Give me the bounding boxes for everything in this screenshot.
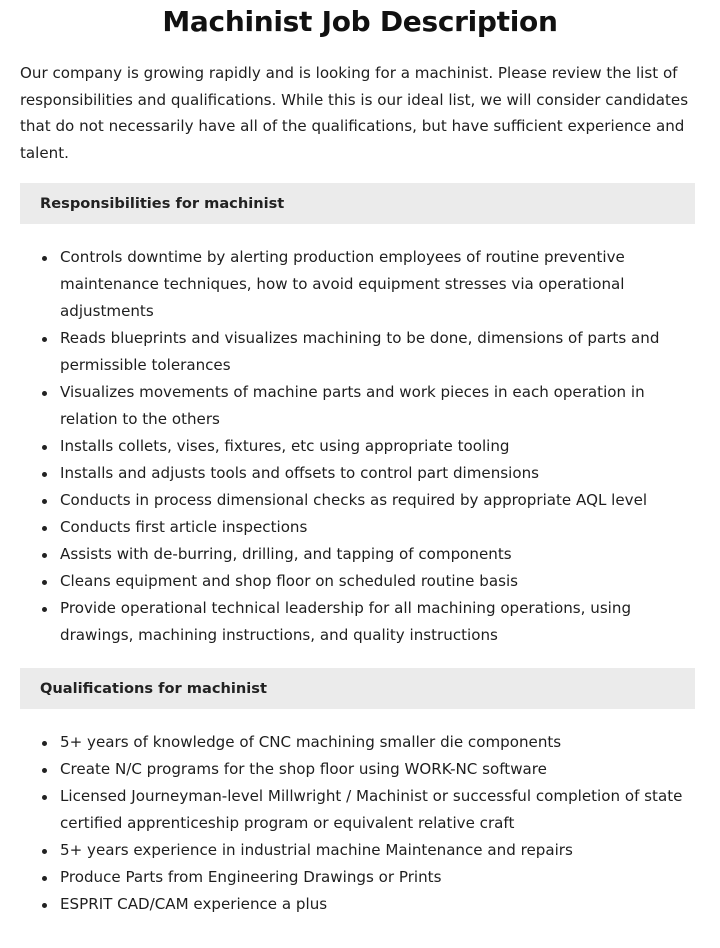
qualification-text: 5+ years experience in industrial machine Maintenance and repairs bbox=[60, 841, 573, 859]
responsibilities-header bbox=[20, 183, 695, 224]
bullet-icon bbox=[42, 337, 47, 342]
bullet-icon bbox=[42, 741, 47, 746]
responsibilities-list bbox=[40, 244, 700, 649]
list-item bbox=[40, 891, 700, 918]
bullet-icon bbox=[42, 903, 47, 908]
qualification-text: 5+ years of knowledge of CNC machining smaller die components bbox=[60, 733, 562, 751]
bullet-icon bbox=[42, 607, 47, 612]
list-item bbox=[40, 864, 700, 891]
responsibility-text: Cleans equipment and shop floor on scheduled routine basis bbox=[60, 572, 519, 590]
list-item bbox=[40, 487, 700, 514]
qualification-text: Licensed Journeyman-level Millwright / Machinist or successful completion of state certified apprenticeship program or equivalent relative craft bbox=[60, 787, 683, 832]
qualification-text: ESPRIT CAD/CAM experience a plus bbox=[60, 895, 328, 913]
bullet-icon bbox=[42, 256, 47, 261]
bullet-icon bbox=[42, 876, 47, 881]
list-item bbox=[40, 568, 700, 595]
list-item bbox=[40, 837, 700, 864]
responsibility-text: Provide operational technical leadership for all machining operations, using drawings, machining instructions, and quality instructions bbox=[60, 599, 632, 644]
responsibility-text: Controls downtime by alerting production employees of routine preventive maintenance techniques, how to avoid equipment stresses via operational adjustments bbox=[60, 248, 625, 320]
responsibility-text: Assists with de-burring, drilling, and tapping of components bbox=[60, 545, 512, 563]
list-item bbox=[40, 541, 700, 568]
responsibilities-heading: Responsibilities for machinist bbox=[40, 195, 285, 212]
intro-paragraph: Our company is growing rapidly and is looking for a machinist. Please review the list of responsibilities and qualifications. While this is our ideal list, we will consider candidates that do not necessarily have all of the qualifications, but have sufficient experience and talent. bbox=[20, 64, 689, 163]
bullet-icon bbox=[42, 768, 47, 773]
list-item bbox=[40, 433, 700, 460]
bullet-icon bbox=[42, 499, 47, 504]
list-item bbox=[40, 379, 700, 433]
qualification-text: Produce Parts from Engineering Drawings or Prints bbox=[60, 868, 442, 886]
bullet-icon bbox=[42, 526, 47, 531]
list-item bbox=[40, 325, 700, 379]
list-item bbox=[40, 244, 700, 325]
responsibility-text: Conducts in process dimensional checks as required by appropriate AQL level bbox=[60, 491, 648, 509]
bullet-icon bbox=[42, 391, 47, 396]
qualification-text: Create N/C programs for the shop floor using WORK-NC software bbox=[60, 760, 547, 778]
bullet-icon bbox=[42, 472, 47, 477]
list-item bbox=[40, 514, 700, 541]
list-item bbox=[40, 729, 700, 756]
list-item bbox=[40, 783, 700, 837]
responsibility-text: Reads blueprints and visualizes machining to be done, dimensions of parts and permissible tolerances bbox=[60, 329, 660, 374]
qualifications-heading: Qualifications for machinist bbox=[40, 680, 267, 697]
bullet-icon bbox=[42, 553, 47, 558]
list-item bbox=[40, 756, 700, 783]
list-item bbox=[40, 460, 700, 487]
bullet-icon bbox=[42, 849, 47, 854]
qualifications-list bbox=[40, 729, 700, 918]
responsibility-text: Installs and adjusts tools and offsets to control part dimensions bbox=[60, 464, 539, 482]
responsibility-text: Installs collets, vises, fixtures, etc using appropriate tooling bbox=[60, 437, 510, 455]
responsibility-text: Visualizes movements of machine parts and work pieces in each operation in relation to the others bbox=[60, 383, 645, 428]
bullet-icon bbox=[42, 445, 47, 450]
bullet-icon bbox=[42, 795, 47, 800]
bullet-icon bbox=[42, 580, 47, 585]
page-title: Machinist Job Description bbox=[162, 5, 558, 38]
qualifications-header bbox=[20, 668, 695, 709]
list-item bbox=[40, 595, 700, 649]
responsibility-text: Conducts first article inspections bbox=[60, 518, 308, 536]
